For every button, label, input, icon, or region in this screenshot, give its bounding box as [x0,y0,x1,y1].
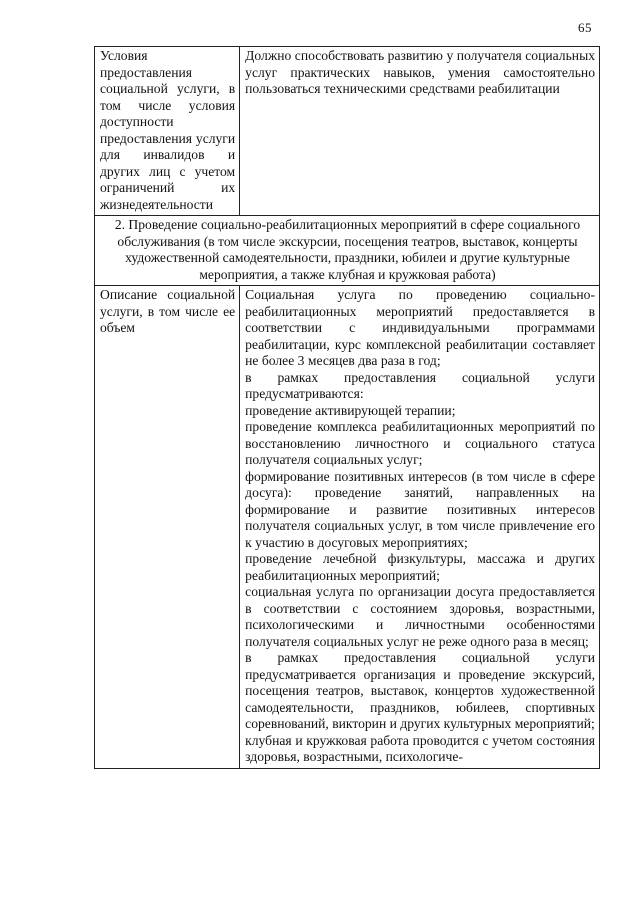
description-label: Описание социальной услуги, в том числе ее объем [95,286,240,769]
description-paragraph: социальная услуга по организации досуга предоставляется в соответствии с состоянием здоровья, возрастными, психологическими и личностными особенностями получателя социальных услуг не реже одного раза в месяц; [245,584,595,649]
conditions-content: Должно способствовать развитию у получателя социальных услуг практических навыков, умения самостоятельно пользоваться техническими средствами реабилитации [240,47,600,216]
section-heading-row [95,216,600,286]
description-paragraph: в рамках предоставления социальной услуги предусматриваются: [245,369,595,401]
description-paragraph: в рамках предоставления социальной услуги предусматривается организация и проведение экскурсий, посещения театров, выставок, концертов художественной самодеятельности, праздников, юбилеев, спортивных соревнований, викторин и других культурных мероприятий; [245,650,595,731]
description-paragraph: формирование позитивных интересов (в том числе в сфере досуга): проведение занятий, направленных на формирование и развитие позитивных интересов получателя социальных услуг, в том числе привлечение его к участию в досуговых мероприятиях; [245,468,595,550]
conditions-label: Условия предоставления социальной услуги, в том числе условия доступности предоставления услуги для инвалидов и других лиц с учетом ограничений их жизнедеятельности [95,47,240,216]
table-row [95,47,600,216]
page-number: 65 [578,20,592,35]
description-paragraph: проведение активирующей терапии; [245,402,456,418]
table-row [95,286,600,769]
description-paragraph: проведение комплекса реабилитационных мероприятий по восстановлению личностного и социального статуса получателя социальных услуг; [245,419,595,467]
services-table [94,46,600,769]
section-heading: 2. Проведение социально-реабилитационных мероприятий в сфере социального обслуживания (в том числе экскурсии, посещения театров, выставок, концерты художественной самодеятельности, праздники, юбилеи и другие культурные мероприятия, а также клубная и кружковая работа) [95,216,600,286]
description-paragraph: клубная и кружковая работа проводится с учетом состояния здоровья, возрастными, психологиче- [245,732,595,764]
description-paragraph: Социальная услуга по проведению социально-реабилитационных мероприятий предоставляется в соответствии с индивидуальными программами реабилитации, курс комплексной реабилитации составляет не более 3 месяцев два раза в год; [245,287,595,368]
description-paragraph: проведение лечебной физкультуры, массажа и других реабилитационных мероприятий; [245,551,595,583]
description-content [240,286,600,769]
